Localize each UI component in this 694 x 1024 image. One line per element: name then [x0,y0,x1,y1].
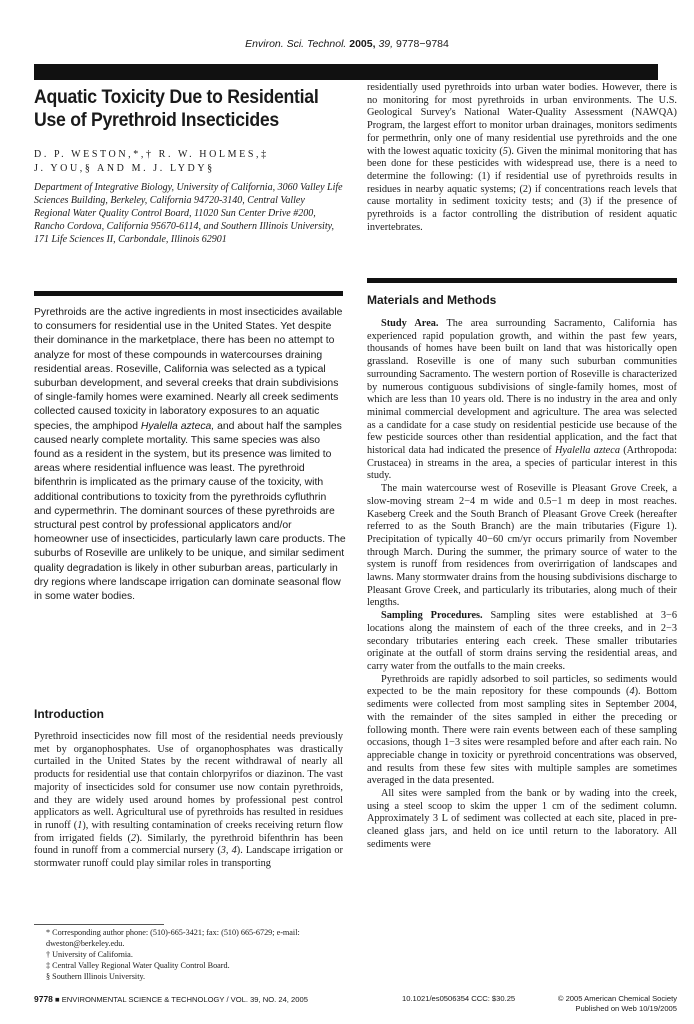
intro-text-d: ). Landscape irrigation or stormwater runoff could play similar roles in transporting [34,845,343,870]
sampling-paragraph [367,610,677,674]
footer-published: Published on Web 10/19/2005 [575,1003,677,1013]
abstract [34,306,346,604]
footer-page-number: 9778 [34,994,53,1004]
introduction-body [34,731,343,871]
intro-text-a: Pyrethroid insecticides now fill most of the residential needs previously met by organophosphates. Use of organophosphates was drastically curtailed in the United States by the recent withdrawal of nearly all products for residential use that contain chlorpyrifos or diazinon. The vast majority of insecticides sold for consumer use now contain pyrethroids, and they are widely used around homes by professional pest control applicators as well. Agricultural use of pyrethroids has resulted in residues in runoff ( [34,731,343,831]
title-block [34,86,343,247]
authors [34,148,343,176]
footnotes [34,924,343,983]
adsorption-text-a: Pyrethroids are rapidly adsorbed to soil particles, so sediments would expected to be the main repository for these compounds ( [367,673,677,698]
sampling-label: Sampling Procedures. [381,610,483,622]
footer-copyright: © 2005 American Chemical Society [557,994,677,1003]
methods-heading: Materials and Methods [367,293,497,307]
right-column-continuation [367,82,677,234]
study-area-text-a: The area surrounding Sacramento, California has experienced rapid population growth, and within the past few years, thousands of homes have been built on land that was historically open grassland. Roseville is one of many such suburban communities surrounding Sacramento. The western portion of Roseville is characterized by numerous contiguous subdivisions of single-family homes, most of which are less than 10 years old. There is no industry in the area and only minimal commercial development and agriculture. The area was selected as a candidate for a case study on residential pesticide use because of the few pesticide sources other than residential application, and the fact that historical data had indicated the presence of [367,318,677,457]
journal-name: Environ. Sci. Technol. [245,38,347,50]
footer-doi: 10.1021/es0506354 CCC: $30.25 [402,994,516,1003]
adsorption-text-b: ). Bottom sediments were collected from most sampling sites in September 2004, with the remainder of the sites sampled in either the preceding or following month. There were rain events between each of these sampling occasions, though 1−3 sites were resampled before and after each rain. No appreciable change in toxicity or pyrethroid concentrations was observed, and results from these few sites with multiple samples are sometimes averaged in the data presented. [367,686,677,787]
study-area-paragraph [367,318,677,483]
abstract-species: Hyalella azteca, [140,420,215,432]
intro-text-b: ), with resulting contamination of creeks receiving return flow from irrigated fields ( [34,819,344,844]
abstract-divider [34,291,343,296]
main-watercourse-paragraph: The main watercourse west of Roseville is Pleasant Grove Creek, a slow-moving stream 2−4 m wide and 0.5−1 m deep in most reaches. Kaseberg Creek and the South Branch of Pleasant Grove Creek (hereafter referred to as the South Branch) are the main tributaries (Figure 1). Precipitation of typically 40−60 cm/yr occurs primarily from November through March. During the summer, the primary source of water to the system is runoff from residences from overirrigation of landscapes and lawns. Many stormwater drains from the housing subdivisions discharge to Pleasant Grove Creek, and particularly its tributaries, along much of their lengths. [367,483,677,609]
footnote-ddagger: ‡ Central Valley Regional Water Quality Control Board. [46,960,230,970]
journal-volume: 39, [378,38,394,50]
abstract-text-2: and about half the samples caused nearly complete mortality. This same species was also found as a resident in the system, but its presence was limited to areas where residential influence was least. The pyrethroid bifenthrin is implicated as the primary cause of the toxicity, with additional contributions to toxicity from the pyrethroids cyfluthrin and cypermethrin. The dominant sources of these pyrethroids are structural pest control by professional applicators and/or homeowner use of insecticides, particularly lawn care products. The suburbs of Roseville are unlikely to be unique, and similar sediment quality degradation is likely in other suburban areas, particularly in dry regions where landscape irrigation can dominate seasonal flow in some water bodies. [34,420,346,603]
footnote-dagger: † University of California. [46,949,133,959]
article-title: Aquatic Toxicity Due to Residential Use of Pyrethroid Insecticides [34,87,319,131]
intro-text-c: ). Similarly, the pyrethroid bifenthrin has been found in runoff from a commercial nursery ( [34,832,343,857]
abstract-text-1: Pyrethroids are the active ingredients in most insecticides available to consumers for residential use in the United States. Yet despite their dominance in the marketplace, there has been no attempt to analyze for most of these compounds in watercourses draining residential areas. Roseville, California was selected as a typical suburban development, and several creeks that drain subdivisions of single-family homes were examined. Nearly all creek sediments collected caused toxicity in laboratory exposures to an aquatic species, the amphipod [34,307,343,432]
footer-journal: ■ ENVIRONMENTAL SCIENCE & TECHNOLOGY / VOL. 39, NO. 24, 2005 [55,995,308,1004]
introduction-heading: Introduction [34,707,104,721]
study-area-label: Study Area. [381,318,439,329]
methods-divider [367,278,677,283]
adsorption-ref-4: 4 [629,686,635,698]
footer-right [558,994,677,1013]
footnote-corresponding: * Corresponding author phone: (510)-665-3421; fax: (510) 665-6729; e-mail: dweston@berkeley.edu. [46,928,300,948]
intro-continued [367,82,677,234]
study-area-species: Hyalella azteca [554,445,620,457]
top-bar-divider [34,64,658,80]
cont-text-a: residentially used pyrethroids into urban water bodies. However, there is no monitoring for most pyrethroids in urban environments. The U.S. Geological Survey's National Water-Quality Assessment (NAWQA) Program, the largest effort to monitor urban drainages, monitors sediments for permethrin, only one of many residential use pyrethroids and the one with the lowest aquatic toxicity ( [367,82,677,157]
methods-body [367,318,677,852]
sampling-text: Sampling sites were established at 3−6 locations along the mainstem of each of the three creeks, and in 2−3 secondary tributaries entering each creek. These smaller tributaries originate at the outfall of storm drains serving the residential areas, and carry water from the outfalls to the main creeks. [367,610,677,672]
intro-ref-1: 1 [77,819,83,831]
study-area-text-b: (Arthropoda: Crustacea) in streams in the area, a species of particular interest in this study. [367,445,677,482]
all-sites-paragraph: All sites were sampled from the bank or by wading into the creek, using a steel scoop to skim the upper 1 cm of the sediment column. Approximately 3 L of sediment was collected at each site, placed in pre-cleaned glass jars, and held on ice until return to the laboratory. All sediments were [367,788,677,850]
page-footer [34,994,677,1018]
cont-ref-5: 5 [502,145,508,157]
footnote-section: § Southern Illinois University. [46,971,146,981]
footnote-rule [34,924,164,925]
journal-pages: 9778−9784 [395,38,449,50]
footer-left [34,994,308,1004]
adsorption-paragraph [367,674,677,788]
authors-line-1: D. P. WESTON,*,† R. W. HOLMES,‡ [34,149,269,160]
authors-line-2: J. YOU,§ AND M. J. LYDY§ [34,163,215,174]
intro-ref-3-4: 3, 4 [220,845,237,857]
affiliations: Department of Integrative Biology, University of California, 3060 Valley Life Sciences Building, Berkeley, California 94720-3140, Central Valley Regional Water Quality Control Board, 11020 Sun Center Drive #200, Rancho Cordova, California 95670-6114, and Southern Illinois University, 171 Life Sciences II, Carbondale, Illinois 62901 [34,182,343,245]
intro-ref-2: 2 [130,832,137,844]
journal-header [0,38,694,50]
cont-text-b: ). Given the minimal monitoring that has been done for these pesticides with widespread use, there is a need to determine the following: (1) if residential use of pyrethroids results in residues in nearby aquatic systems; (2) if concentrations reach levels that cause mortality in sediment toxicity tests; and (3) if the presence of pyrethroids is a factor controlling the distribution of resident aquatic invertebrates. [367,145,677,233]
journal-year: 2005, [349,38,376,50]
